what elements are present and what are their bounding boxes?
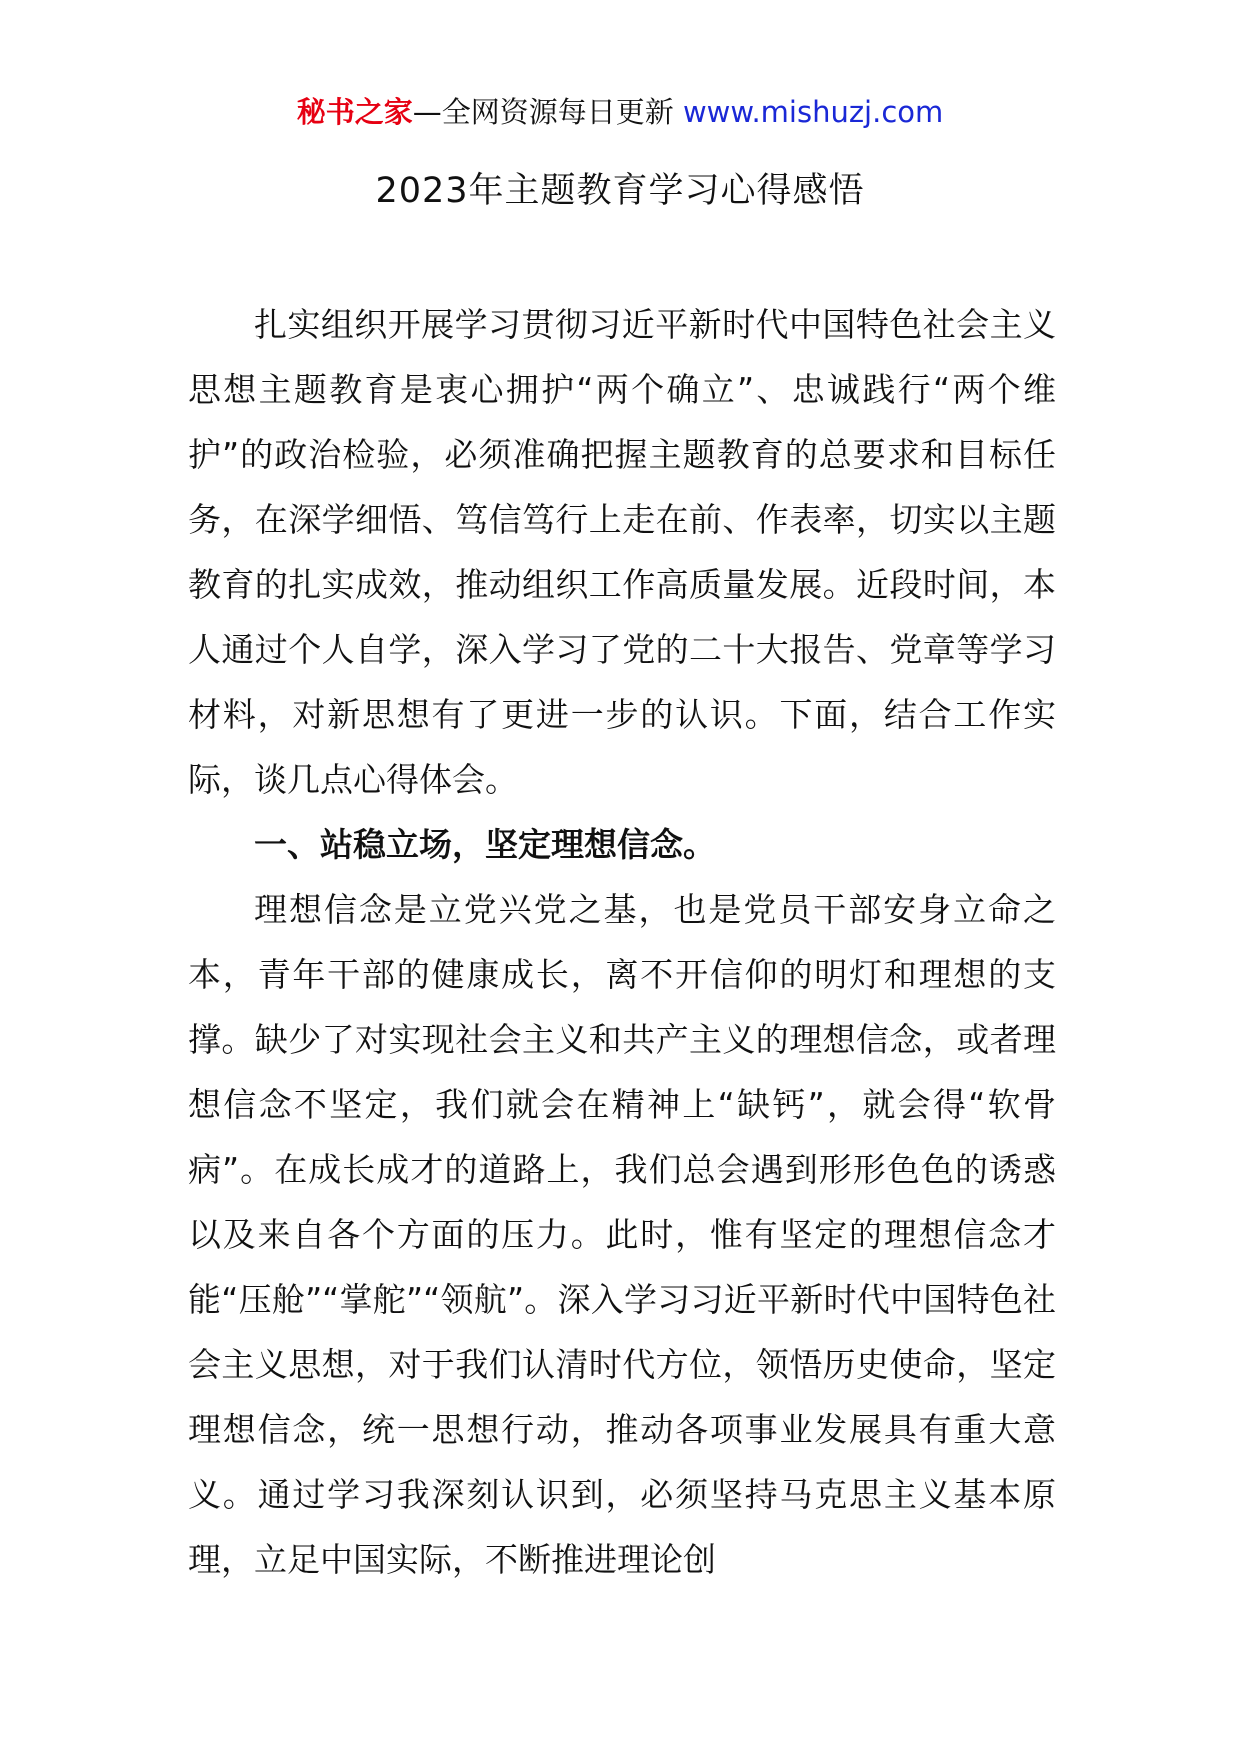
document-title: 2023年主题教育学习心得感悟 bbox=[375, 171, 865, 211]
body-paragraph: 理想信念是立党兴党之基，也是党员干部安身立命之本，青年干部的健康成长，离不开信仰的明灯和理想的支撑。缺少了对实现社会主义和共产主义的理想信念，或者理想信念不坚定，我们就会在精神上“缺钙”，就会得“软骨病”。在成长成才的道路上，我们总会遇到形形色色的诱惑以及来自各个方面的压力。此时，惟有坚定的理想信念才能“压舱”“掌舵”“领航”。深入学习习近平新时代中国特色社会主义思想，对于我们认清时代方位，领悟历史使命，坚定理想信念，统一思想行动，推动各项事业发展具有重大意义。通过学习我深刻认识到，必须坚持马克思主义基本原理，立足中国实际，不断推进理论创 bbox=[188, 890, 1056, 1579]
intro-paragraph: 扎实组织开展学习贯彻习近平新时代中国特色社会主义思想主题教育是衷心拥护“两个确立”、忠诚践行“两个维护”的政治检验，必须准确把握主题教育的总要求和目标任务，在深学细悟、笃信笃行上走在前、作表率，切实以主题教育的扎实成效，推动组织工作高质量发展。近段时间，本人通过个人自学，深入学习了党的二十大报告、党章等学习材料，对新思想有了更进一步的认识。下面，结合工作实际，谈几点心得体会。 bbox=[188, 305, 1056, 799]
document-body bbox=[188, 292, 1056, 1592]
site-header bbox=[0, 92, 1240, 132]
site-url-link[interactable]: www.mishuzj.com bbox=[682, 95, 944, 129]
header-tagline: —全网资源每日更新 bbox=[412, 95, 674, 129]
brand-name: 秘书之家 bbox=[296, 95, 413, 129]
section-heading: 一、站稳立场，坚定理想信念。 bbox=[254, 825, 716, 864]
